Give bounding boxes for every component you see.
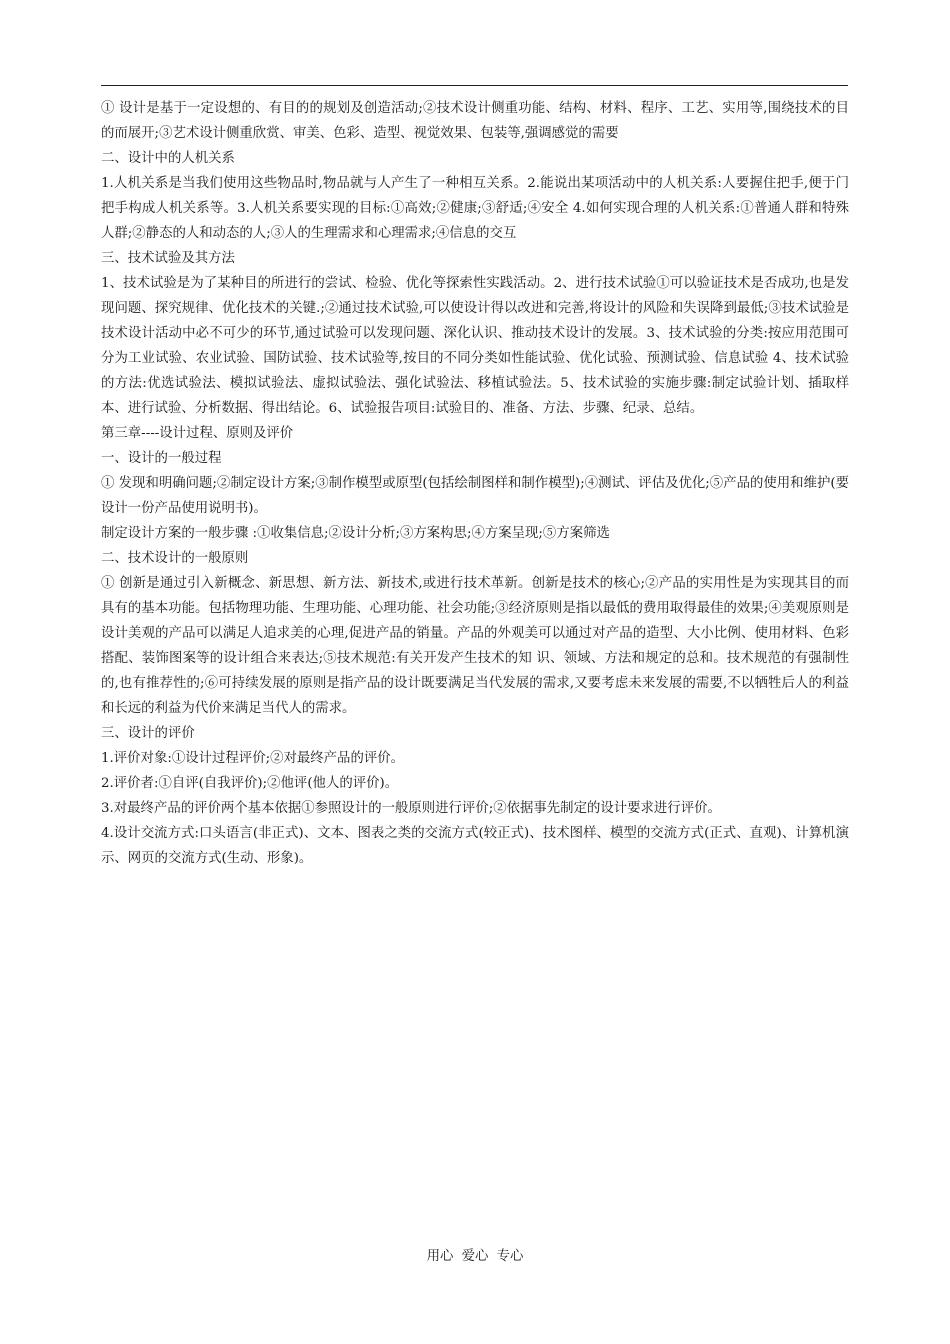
paragraph-evaluation-object: 1.评价对象:①设计过程评价;②对最终产品的评价。 [101, 751, 405, 766]
paragraph-human-machine: 1.人机关系是当我们使用这些物品时,物品就与人产生了一种相互关系。2.能说出某项活动中的人机关系:人要握住把手,便于门把手构成人机关系等。3.人机关系要实现的目标:①高效;②健康;③舒适;④安全 4.如何实现合理的人机关系:①普通人群和特殊人群;②静态的人和动态的人;③人的生理需求和心理需求;④信息的交互 [101, 176, 849, 241]
paragraph-tech-testing: 1、技术试验是为了某种目的所进行的尝试、检验、优化等探索性实践活动。2、进行技术试验①可以验证技术是否成功,也是发现问题、探究规律、优化技术的关键.;②通过技术试验,可以使设计得以改进和完善,将设计的风险和失误降到最低;③技术试验是技术设计活动中必不可少的环节,通过试验可以发现问题、深化认识、推动技术设计的发展。3、技术试验的分类:按应用范围可分为工业试验、农业试验、国防试验、技术试验等,按目的不同分类如性能试验、优化试验、预测试验、信息试验 4、技术试验的方法:优选试验法、模拟试验法、虚拟试验法、强化试验法、移植试验法。5、技术试验的实施步骤:制定试验计划、插取样本、进行试验、分析数据、得出结论。6、试验报告项目:试验目的、准备、方法、步骤、纪录、总结。 [101, 276, 849, 416]
paragraph-evaluation-basis: 3.对最终产品的评价两个基本依据①参照设计的一般原则进行评价;②依据事先制定的设计要求进行评价。 [101, 801, 721, 816]
paragraph-evaluator: 2.评价者:①自评(自我评价);②他评(他人的评价)。 [101, 776, 399, 791]
paragraph-design-definition: ① 设计是基于一定设想的、有目的的规划及创造活动;②技术设计侧重功能、结构、材料、程序、工艺、实用等,围绕技术的目的而展开;③艺术设计侧重欣赏、审美、色彩、造型、视觉效果、包装等,强调感觉的需要 [101, 101, 849, 141]
section-heading-design-evaluation: 三、设计的评价 [101, 726, 195, 741]
section-heading-design-principles: 二、技术设计的一般原则 [101, 551, 249, 566]
paragraph-design-principles: ① 创新是通过引入新概念、新思想、新方法、新技术,或进行技术革新。创新是技术的核心;②产品的实用性是为实现其目的而具有的基本功能。包括物理功能、生理功能、心理功能、社会功能;③经济原则是指以最低的费用取得最佳的效果;④美观原则是设计美观的产品可以满足人追求美的心理,促进产品的销量。产品的外观美可以通过对产品的造型、大小比例、使用材料、色彩搭配、装饰图案等的设计组合来表达;⑤技术规范:有关开发产生技术的知 识、领域、方法和规定的总和。技术规范的有强制性的,也有推荐性的;⑥可持续发展的原则是指产品的设计既要满足当代发展的需求,又要考虑未来发展的需要,不以牺牲后人的利益和长远的利益为代价来满足当代人的需求。 [101, 576, 849, 716]
paragraph-communication-methods: 4.设计交流方式:口头语言(非正式)、文本、图表之类的交流方式(较正式)、技术图样、模型的交流方式(正式、直观)、计算机演示、网页的交流方式(生动、形象)。 [101, 826, 849, 866]
chapter-heading-3: 第三章----设计过程、原则及评价 [101, 426, 294, 441]
paragraph-design-process: ① 发现和明确问题;②制定设计方案;③制作模型或原型(包括绘制图样和制作模型);④测试、评估及优化;⑤产品的使用和维护(要设计一份产品使用说明书)。 [101, 476, 849, 516]
header-rule [101, 85, 848, 86]
page-footer: 用心 爱心 专心 [426, 1249, 524, 1264]
section-heading-human-machine: 二、设计中的人机关系 [101, 151, 235, 166]
section-heading-tech-testing: 三、技术试验及其方法 [101, 251, 235, 266]
section-heading-design-process: 一、设计的一般过程 [101, 451, 222, 466]
document-body [101, 96, 849, 871]
paragraph-design-plan-steps: 制定设计方案的一般步骤 :①收集信息;②设计分析;③方案构思;④方案呈现;⑤方案筛选 [101, 526, 610, 541]
